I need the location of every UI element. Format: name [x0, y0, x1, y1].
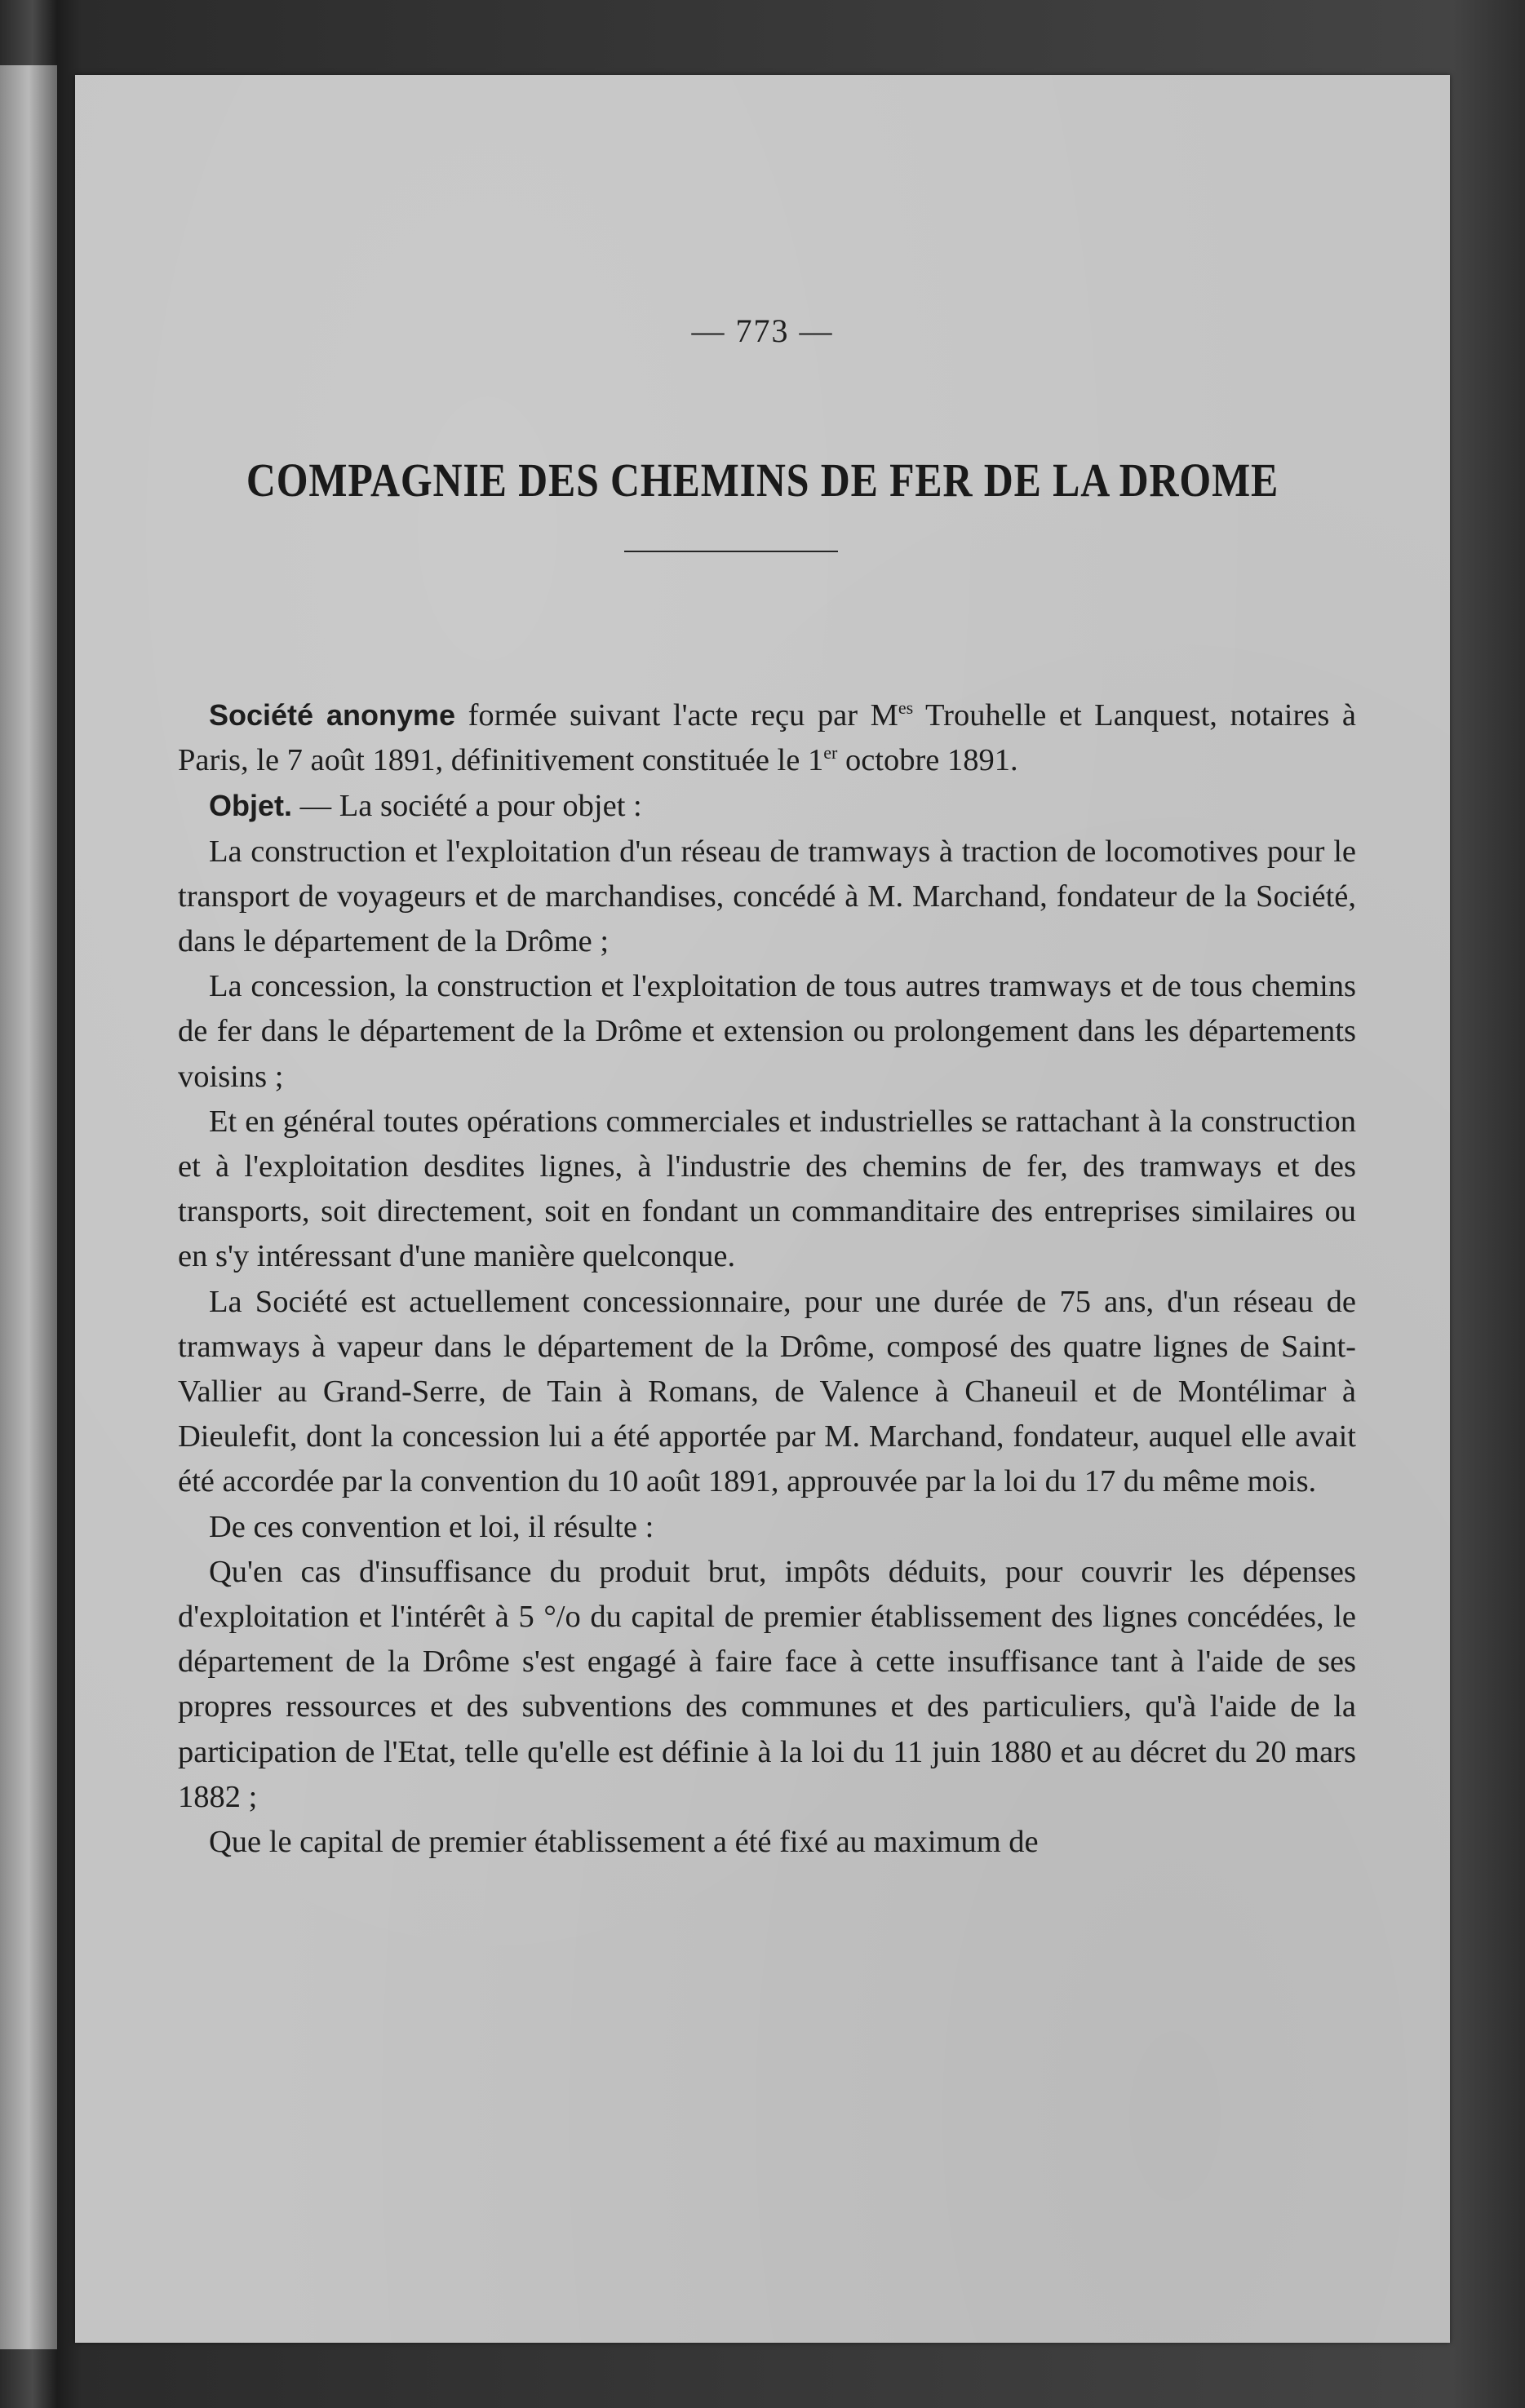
intro-sup-a: es	[898, 697, 914, 718]
facing-page-edge	[0, 65, 57, 2349]
paragraph: La construction et l'exploitation d'un réseau de tramways à traction de locomotives pour le transport de voyageurs et de marchandises, concédé à M. Marchand, fondateur de la Société, dans le département de la Drôme ;	[178, 834, 1356, 959]
page-number: — 773 —	[691, 312, 834, 349]
intro-text-a: formée suivant l'acte reçu par M	[455, 698, 898, 733]
paragraph: De ces convention et loi, il résulte :	[209, 1509, 654, 1544]
intro-lead: Société anonyme	[209, 698, 456, 732]
body-text	[178, 693, 1356, 1865]
document-page	[75, 75, 1450, 2343]
paragraph: Et en général toutes opérations commerciales et industrielles se rattachant à la construction et à l'exploitation desdites lignes, à l'industrie des chemins de fer, des tramways et des transports, soit directement, soit en fondant un commanditaire des entreprises similaires ou en s'y intéressant d'une manière quelconque.	[178, 1104, 1356, 1274]
objet-lead: Objet.	[209, 789, 293, 823]
intro-text-c: octobre 1891.	[837, 743, 1018, 778]
heading-divider	[624, 551, 838, 552]
paragraph: La Société est actuellement concessionnaire, pour une durée de 75 ans, d'un réseau de tramways à vapeur dans le département de la Drôme, composé des quatre lignes de Saint-Vallier au Grand-Serre, de Tain à Romans, de Valence à Chaneuil et de Montélimar à Dieulefit, dont la concession lui a été apportée par M. Marchand, fondateur, auquel elle avait été accordée par la convention du 10 août 1891, approuvée par la loi du 17 du même mois.	[178, 1284, 1356, 1499]
objet-text: — La société a pour objet :	[292, 789, 642, 824]
page-heading: COMPAGNIE DES CHEMINS DE FER DE LA DROME	[246, 454, 1279, 507]
paragraph: La concession, la construction et l'exploitation de tous autres tramways et de tous chemins de fer dans le département de la Drôme et extension ou prolongement dans les départements voisins ;	[178, 969, 1356, 1094]
intro-text-b: Trouhelle et Lanquest, notaires à Paris, le 7 août 1891, définitivement constituée le 1	[178, 698, 1356, 778]
paragraph: Qu'en cas d'insuffisance du produit brut, impôts déduits, pour couvrir les dépenses d'exploitation et l'intérêt à 5 °/o du capital de premier établissement des lignes concédées, le département de la Drôme s'est engagé à faire face à cette insuffisance tant à l'aide de ses propres ressources et des subventions des communes et des particuliers, qu'à l'aide de la participation de l'Etat, telle qu'elle est définie à la loi du 11 juin 1880 et au décret du 20 mars 1882 ;	[178, 1554, 1356, 1814]
intro-paragraph	[178, 693, 1356, 783]
objet-paragraph	[178, 783, 1356, 829]
intro-sup-b: er	[823, 742, 838, 764]
paragraph: Que le capital de premier établissement a été fixé au maximum de	[209, 1825, 1039, 1860]
